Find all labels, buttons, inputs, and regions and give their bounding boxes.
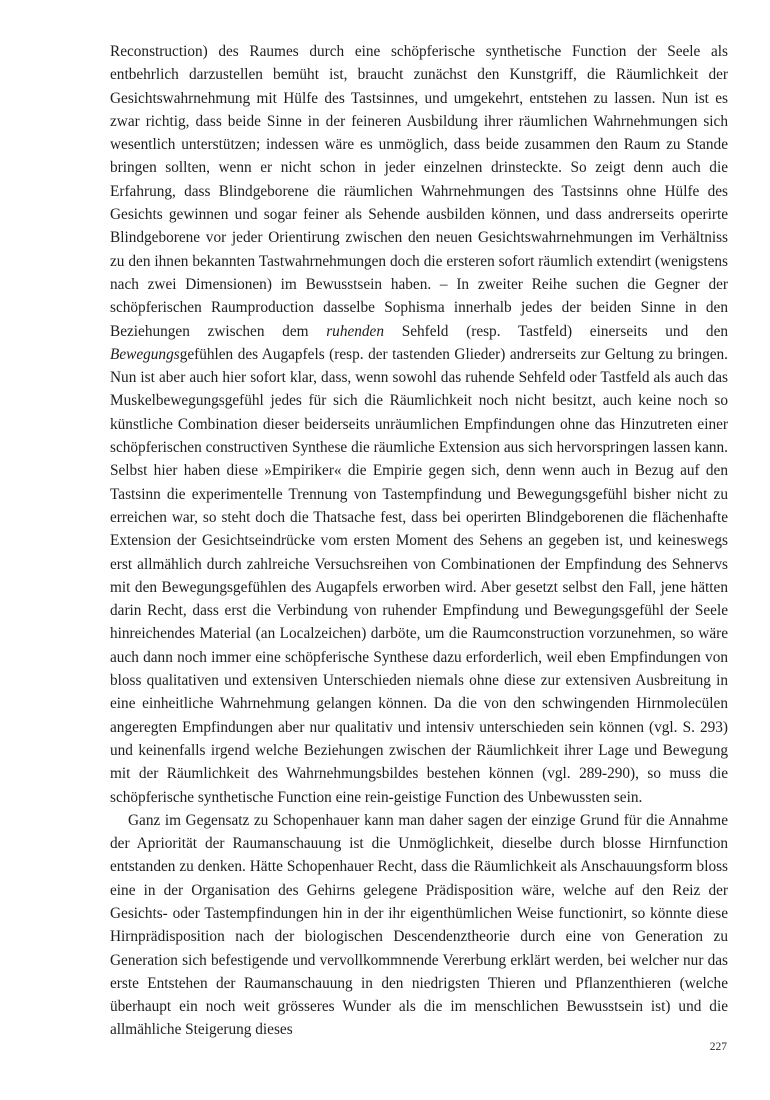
- page-number: 227: [709, 1041, 727, 1053]
- paragraph: [110, 809, 728, 1042]
- italic-text-run: Bewegungs: [110, 345, 180, 363]
- text-run: Reconstruction) des Raumes durch eine schöpferische synthetische Function der Seele als entbehrlich darzustellen bemüht ist, braucht zunächst den Kunstgriff, die Räumlichkeit der Gesichtswahrnehmung mit Hülfe des Tastsinnes, und umgekehrt, entstehen zu lassen. Nun ist es zwar richtig, dass beide Sinne in der feineren Ausbildung ihrer räumlichen Wahrnehmungen sich wesentlich unterstützen; indessen wäre es unmöglich, dass beide zusammen den Raum zu Stande bringen sollten, wenn er nicht schon in jeder einzelnen drinsteckte. So zeigt denn auch die Erfahrung, dass Blindgeborene die räumlichen Wahrnehmungen des Tastsinns ohne Hülfe des Gesichts gewinnen und sogar feiner als Sehende ausbilden können, und dass andrerseits operirte Blindgeborene vor jeder Orientirung zwischen den neuen Gesichtswahrnehmungen im Verhältniss zu den ihnen bekannten Tastwahrnehmungen doch die ersteren sofort räumlich extendirt (wenigstens nach zwei Dimensionen) im Bewusstsein haben. – In zweiter Reihe suchen die Gegner der schöpferischen Raumproduction dasselbe Sophisma innerhalb jedes der beiden Sinne in den Beziehungen zwischen dem: [110, 43, 728, 340]
- paragraph: [110, 40, 728, 809]
- text-run: gefühlen des Augapfels (resp. der tastenden Glieder) andrerseits zur Geltung zu bringen. Nun ist aber auch hier sofort klar, dass, wenn sowohl das ruhende Sehfeld oder Tastfeld als auch das Muskelbewegungsgefühl jedes für sich die Räumlichkeit noch nicht besitzt, auch keine noch so künstliche Combination dieser beiderseits unräumlichen Empfindungen ohne das Hinzutreten einer schöpferischen constructiven Synthese die räumliche Extension aus sich hervorspringen lassen kann. Selbst hier haben diese »Empiriker« die Empirie gegen sich, denn wenn auch in Bezug auf den Tastsinn die experimentelle Trennung von Tastempfindung und Bewegungsgefühl bisher nicht zu erreichen war, so steht doch die Thatsache fest, dass bei operirten Blindgeborenen die flächenhafte Extension der Gesichtseindrücke vom ersten Moment des Sehens an gegeben ist, und keineswegs erst allmählich durch zahlreiche Versuchsreihen von Combinationen der Empfindung des Sehnervs mit den Bewegungsgefühlen des Augapfels erworben wird. Aber gesetzt selbst den Fall, jene hätten darin Recht, dass erst die Verbindung von ruhender Empfindung und Bewegungsgefühl der Seele hinreichendes Material (an Localzeichen) darböte, um die Raumconstruction vorzunehmen, so wäre auch dann noch immer eine schöpferische Synthese dazu erforderlich, weil eben Empfindungen von bloss qualitativen und extensiven Unterschieden niemals ohne diese zur extensiven Ausbreitung in eine einheitliche Wahrnehmung gelangen können. Da die von den schwingenden Hirnmolecülen angeregten Empfindungen aber nur qualitativ und intensiv unterschieden sein können (vgl. S. 293) und keinenfalls irgend welche Beziehungen zwischen der Räumlichkeit ihrer Lage und Bewegung mit der Räumlichkeit des Wahrnehmungsbildes bestehen können (vgl. 289-290), so muss die schöpferische synthetische Function eine rein-geistige Function des Unbewussten sein.: [110, 345, 728, 806]
- text-run: Sehfeld (resp. Tastfeld) einerseits und den: [384, 322, 729, 340]
- body-text: [110, 40, 728, 1042]
- italic-text-run: ruhenden: [326, 322, 384, 340]
- text-run: Ganz im Gegensatz zu Schopenhauer kann man daher sagen der einzige Grund für die Annahme der Apriorität der Raumanschauung ist die Unmöglichkeit, dieselbe durch blosse Hirnfunction entstanden zu denken. Hätte Schopenhauer Recht, dass die Räumlichkeit als Anschauungsform bloss eine in der Organisation des Gehirns gelegene Prädisposition wäre, welche auf den Reiz der Gesichts- oder Tastempfindungen hin in der ihr eigenthümlichen Weise functionirt, so könnte diese Hirnprädisposition nach der biologischen Descendenztheorie durch eine von Generation zu Generation sich befestigende und vervollkommnende Vererbung erklärt werden, bei welcher nur das erste Entstehen der Raumanschauung in den niedrigsten Thieren und Pflanzenthieren (welche überhaupt ein noch weit grösseres Wunder als die im menschlichen Bewusstsein ist) und die allmähliche Steigerung dieses: [110, 811, 728, 1039]
